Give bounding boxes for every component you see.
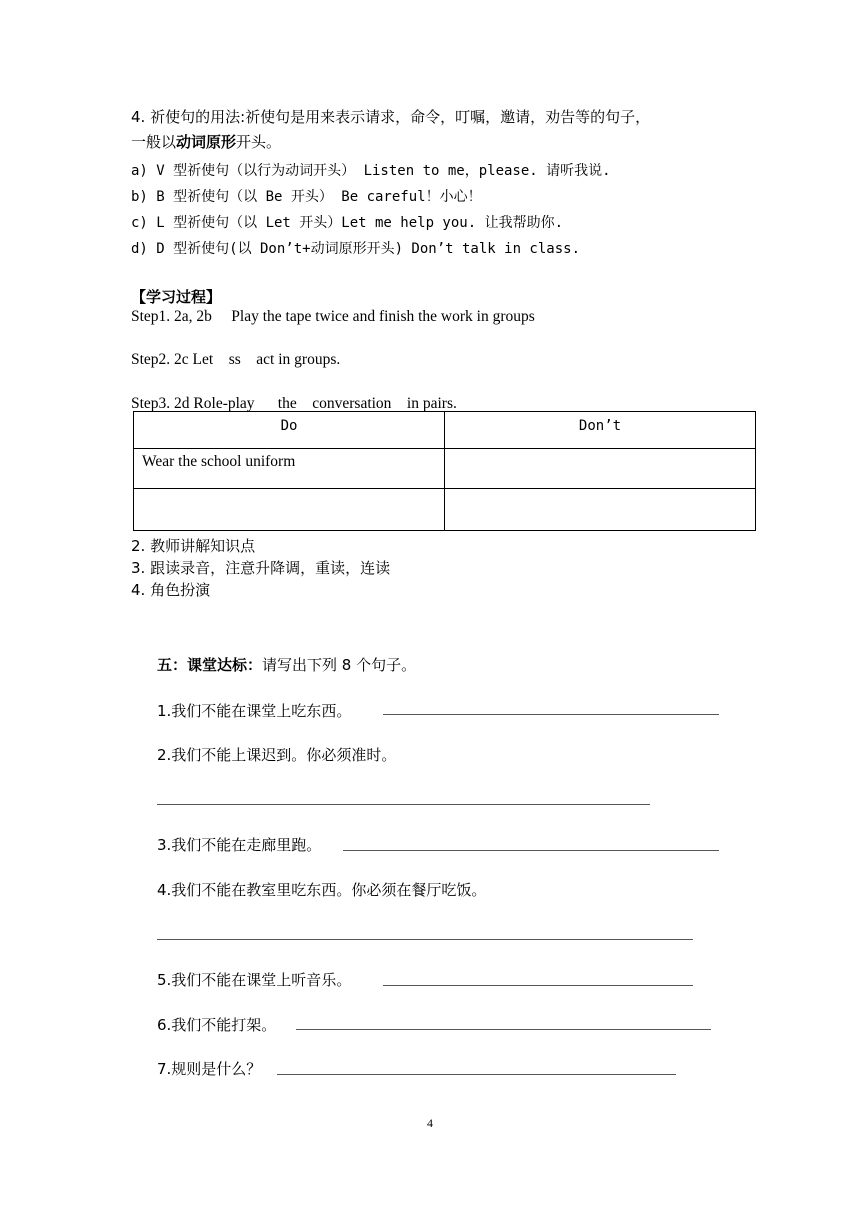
answer-line-2[interactable] xyxy=(157,804,650,805)
exercise-item-7: 7.规则是什么？ xyxy=(157,1060,262,1078)
page-number: 4 xyxy=(427,1116,433,1130)
answer-line-6[interactable] xyxy=(296,1029,711,1030)
table-cell xyxy=(445,489,756,531)
grammar-item-a: a) V 型祈使句（以行为动词开头） Listen to me，please. 请听我说. xyxy=(131,163,611,179)
exercise-title-rest: 请写出下列 8 个句子。 xyxy=(262,656,417,674)
grammar-item-d: d) D 型祈使句(以 Don’t+动词原形开头) Don’t talk in class. xyxy=(131,241,581,257)
grammar-intro-bold: 动词原形 xyxy=(176,133,237,151)
grammar-intro-text-a: 一般以 xyxy=(131,133,177,151)
table-cell xyxy=(134,489,445,531)
note-item: 3. 跟读录音，注意升降调，重读，连读 xyxy=(131,559,391,577)
grammar-intro-line1: 4. 祈使句的用法:祈使句是用来表示请求，命令，叮嘱，邀请，劝告等的句子， xyxy=(131,108,651,126)
table-row xyxy=(134,449,756,489)
process-step2: Step2. 2c Let ss act in groups. xyxy=(131,351,341,368)
answer-line-5[interactable] xyxy=(383,985,693,986)
answer-line-7[interactable] xyxy=(277,1074,676,1075)
answer-line-4[interactable] xyxy=(157,939,693,940)
grammar-item-b: b) B 型祈使句（以 Be 开头） Be careful！小心！ xyxy=(131,189,482,205)
exercise-item-2: 2.我们不能上课迟到。你必须准时。 xyxy=(157,746,397,764)
table-header-dont: Don’t xyxy=(445,412,756,449)
exercise-item-1: 1.我们不能在课堂上吃东西。 xyxy=(157,702,352,720)
grammar-intro-text-b: 开头。 xyxy=(236,133,282,151)
table-row xyxy=(134,489,756,531)
process-step3: Step3. 2d Role-play the conversation in pairs. xyxy=(131,395,457,412)
exercise-item-3: 3.我们不能在走廊里跑。 xyxy=(157,836,322,854)
table-cell xyxy=(445,449,756,489)
answer-line-3[interactable] xyxy=(343,850,719,851)
table-header-row xyxy=(134,412,756,449)
exercise-item-6: 6.我们不能打架。 xyxy=(157,1016,277,1034)
process-step1: Step1. 2a, 2b Play the tape twice and finish the work in groups xyxy=(131,308,535,325)
table-cell: Wear the school uniform xyxy=(134,449,445,489)
exercise-item-5: 5.我们不能在课堂上听音乐。 xyxy=(157,971,352,989)
exercise-title xyxy=(157,654,416,675)
table-header-do: Do xyxy=(134,412,445,449)
grammar-item-c: c) L 型祈使句（以 Let 开头）Let me help you. 让我帮助你. xyxy=(131,215,564,231)
exercise-item-4: 4.我们不能在教室里吃东西。你必须在餐厅吃饭。 xyxy=(157,881,487,899)
exercise-title-bold: 五：课堂达标： xyxy=(157,656,263,674)
do-dont-table xyxy=(133,411,756,531)
note-item: 2. 教师讲解知识点 xyxy=(131,537,256,555)
process-heading: 【学习过程】 xyxy=(131,288,222,306)
grammar-intro-line2 xyxy=(131,131,281,152)
answer-line-1[interactable] xyxy=(383,714,719,715)
note-item: 4. 角色扮演 xyxy=(131,581,211,599)
